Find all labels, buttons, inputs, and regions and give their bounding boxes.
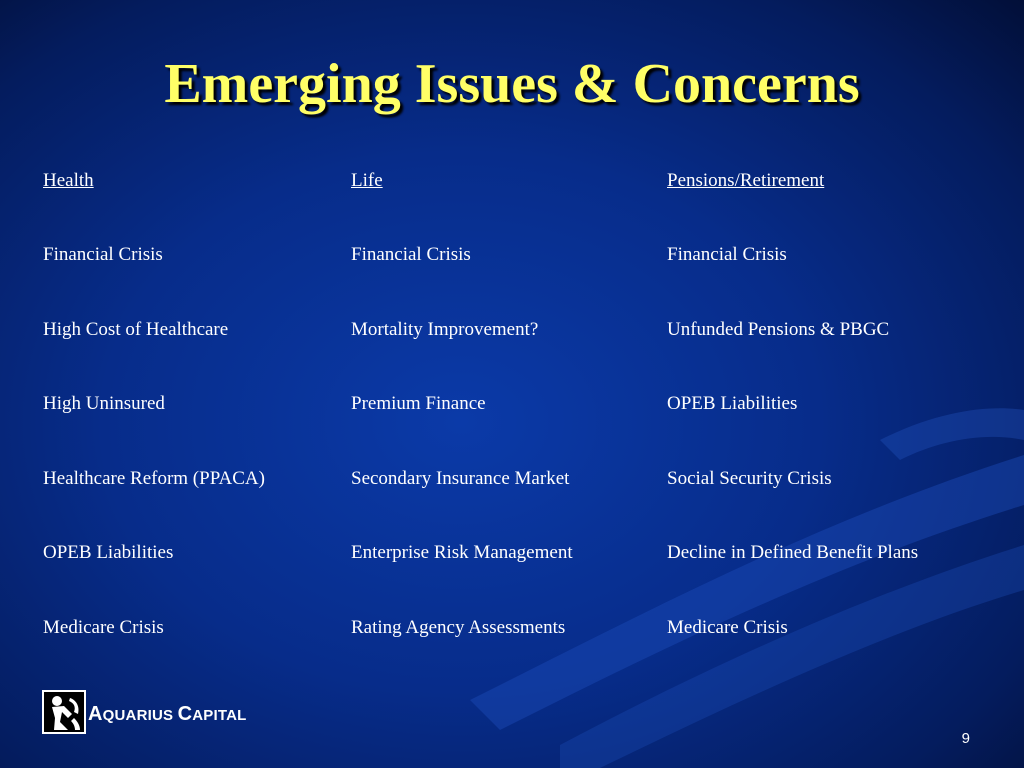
slide-title: Emerging Issues & Concerns xyxy=(164,53,860,115)
list-item: High Uninsured xyxy=(43,393,165,414)
list-item: OPEB Liabilities xyxy=(667,393,798,414)
brand-initial: A xyxy=(88,703,103,725)
page-number: 9 xyxy=(961,730,970,747)
list-item: Enterprise Risk Management xyxy=(351,542,573,563)
list-item: Social Security Crisis xyxy=(667,468,832,489)
list-item: High Cost of Healthcare xyxy=(43,319,229,340)
list-item: Financial Crisis xyxy=(351,244,471,265)
list-item: Medicare Crisis xyxy=(667,617,788,638)
list-item: Premium Finance xyxy=(351,393,486,414)
company-name xyxy=(88,703,247,726)
brand-word: QUARIUS xyxy=(102,707,178,724)
list-item: Rating Agency Assessments xyxy=(351,617,566,638)
list-item: OPEB Liabilities xyxy=(43,542,174,563)
column-header: Health xyxy=(43,170,94,191)
list-item: Financial Crisis xyxy=(667,244,787,265)
brand-initial: C xyxy=(177,703,193,725)
list-item: Healthcare Reform (PPACA) xyxy=(43,468,265,489)
list-item: Medicare Crisis xyxy=(43,617,164,638)
brand-word: APITAL xyxy=(192,707,247,724)
list-item: Financial Crisis xyxy=(43,244,163,265)
list-item: Mortality Improvement? xyxy=(351,319,539,340)
list-item: Secondary Insurance Market xyxy=(351,468,570,489)
column-header: Pensions/Retirement xyxy=(667,170,825,191)
column-header: Life xyxy=(351,170,383,191)
list-item: Unfunded Pensions & PBGC xyxy=(667,319,890,340)
aquarius-figure-icon xyxy=(42,690,86,734)
list-item: Decline in Defined Benefit Plans xyxy=(667,542,919,563)
